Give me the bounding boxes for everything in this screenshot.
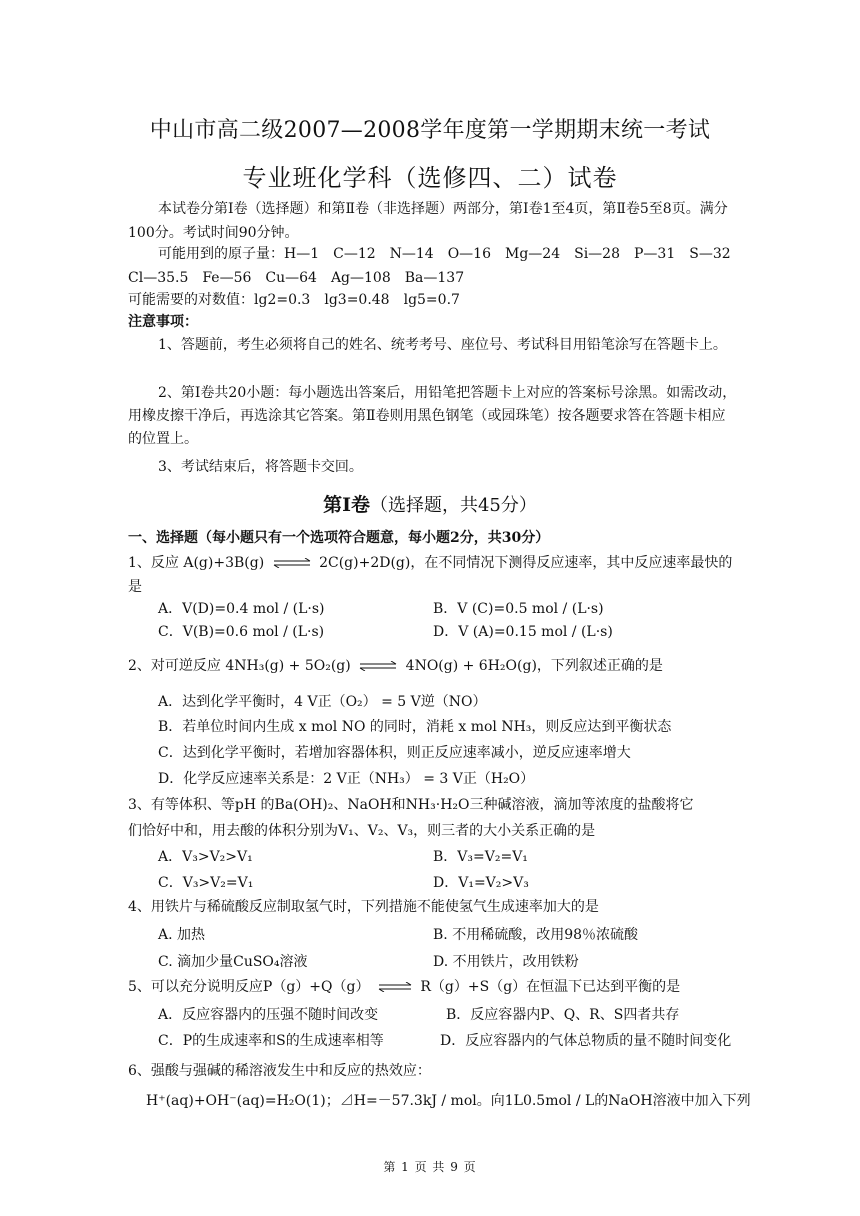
question-2-stem <box>128 655 663 677</box>
q6-stem: 6、强酸与强碱的稀溶液发生中和反应的热效应： <box>128 1063 431 1079</box>
equilibrium-arrow-icon <box>358 661 398 671</box>
q2-option-b: B．若单位时间内生成 x mol NO 的同时，消耗 x mol NH₃，则反应达到平衡状态 <box>158 719 672 735</box>
q3-option-c: C．V₃>V₂=V₁ <box>158 875 254 891</box>
q5-option-b: B．反应容器内P、Q、R、S四者共存 <box>446 1007 680 1023</box>
section-heading-rest: （选择题，共45分） <box>369 495 537 516</box>
q1-option-a: A．V(D)=0.4 mol / (L·s) <box>158 601 325 617</box>
q4-option-a: A. 加热 <box>158 927 206 943</box>
q2-stem-b: 4NO(g) + 6H₂O(g)，下列叙述正确的是 <box>405 658 663 674</box>
equilibrium-arrow-icon <box>377 982 413 992</box>
q3-stem-a: 3、有等体积、等pH 的Ba(OH)₂、NaOH和NH₃·H₂O三种碱溶液，滴加等浓度的盐酸将它 <box>128 797 694 813</box>
question-5-stem <box>128 976 680 998</box>
note-2: 2、第Ⅰ卷共20小题：每小题选出答案后，用铅笔把答题卡上对应的答案标号涂黑。如需改动，用橡皮擦干净后，再选涂其它答案。第Ⅱ卷则用黑色钢笔（或园珠笔）按各题要求答在答题卡相应的位置上。 <box>128 385 737 447</box>
q1-stem-a: 1、反应 A(g)+3B(g) <box>128 555 265 571</box>
q5-stem-b: R（g）+S（g）在恒温下已达到平衡的是 <box>420 979 681 995</box>
q5-option-d: D．反应容器内的气体总物质的量不随时间变化 <box>440 1033 732 1049</box>
intro-paragraph: 本试卷分第Ⅰ卷（选择题）和第Ⅱ卷（非选择题）两部分，第Ⅰ卷1至4页，第Ⅱ卷5至8页。满分100分。考试时间90分钟。 <box>128 201 728 241</box>
q5-option-a: A．反应容器内的压强不随时间改变 <box>158 1007 379 1023</box>
atomic-mass-line-1: 可能用到的原子量：H—1 C—12 N—14 O—16 Mg—24 Si—28 P—31 S—32 <box>158 246 731 262</box>
section-heading <box>0 490 860 517</box>
q2-option-c: C．达到化学平衡时，若增加容器体积，则正反应速率减小，逆反应速率增大 <box>158 745 631 761</box>
note-1: 1、答题前，考生必须将自己的姓名、统考考号、座位号、考试科目用铅笔涂写在答题卡上。 <box>158 337 727 353</box>
q2-stem-a: 2、对可逆反应 4NH₃(g) + 5O₂(g) <box>128 658 351 674</box>
q3-stem-b: 们恰好中和，用去酸的体积分别为V₁、V₂、V₃，则三者的大小关系正确的是 <box>128 823 596 839</box>
q1-option-d: D．V (A)=0.15 mol / (L·s) <box>433 624 613 640</box>
q4-option-c: C. 滴加少量CuSO₄溶液 <box>158 954 308 970</box>
q4-option-d: D. 不用铁片，改用铁粉 <box>433 954 579 970</box>
note-3: 3、考试结束后，将答题卡交回。 <box>158 459 363 475</box>
log-values-line: 可能需要的对数值：lg2=0.3 lg3=0.48 lg5=0.7 <box>128 292 460 308</box>
q3-option-d: D．V₁=V₂>V₃ <box>433 875 529 891</box>
q3-option-a: A．V₃>V₂>V₁ <box>158 849 253 865</box>
q5-stem-a: 5、可以充分说明反应P（g）+Q（g） <box>128 979 370 995</box>
q3-option-b: B．V₃=V₂=V₁ <box>433 849 528 865</box>
page-number: 第 1 页 共 9 页 <box>383 1160 477 1174</box>
exam-title: 中山市高二级2007—2008学年度第一学期期末统一考试 <box>149 118 711 143</box>
q4-option-b: B. 不用稀硫酸，改用98％浓硫酸 <box>433 927 639 943</box>
q4-stem: 4、用铁片与稀硫酸反应制取氢气时，下列措施不能使氢气生成速率加大的是 <box>128 899 599 915</box>
q2-option-d: D．化学反应速率关系是：2 V正（NH₃） = 3 V正（H₂O） <box>158 771 535 787</box>
section-heading-bold: 第Ⅰ卷 <box>323 494 370 516</box>
q1-stem-b: 2C(g)+2D(g)，在不同情况下测得反应速率，其中反应速率最快的 <box>319 555 733 571</box>
atomic-mass-line-2: Cl—35.5 Fe—56 Cu—64 Ag—108 Ba—137 <box>128 270 465 286</box>
q5-option-c: C．P的生成速率和S的生成速率相等 <box>158 1033 384 1049</box>
question-1-stem <box>128 552 732 574</box>
q2-option-a: A．达到化学平衡时，4 V正（O₂） = 5 V逆（NO） <box>158 694 487 710</box>
equilibrium-arrow-icon <box>272 558 312 568</box>
q6-equation: H⁺(aq)+OH⁻(aq)=H₂O(1)；⊿H=－57.3kJ / mol。向1L0.5mol / L的NaOH溶液中加入下列 <box>146 1093 751 1109</box>
q1-option-b: B．V (C)=0.5 mol / (L·s) <box>433 601 604 617</box>
exam-subtitle: 专业班化学科（选修四、二）试卷 <box>242 164 618 192</box>
part1-heading: 一、选择题（每小题只有一个选项符合题意，每小题2分，共30分） <box>128 530 550 546</box>
q1-stem-c: 是 <box>128 579 142 595</box>
notes-heading: 注意事项： <box>128 314 198 330</box>
q1-option-c: C．V(B)=0.6 mol / (L·s) <box>158 624 325 640</box>
